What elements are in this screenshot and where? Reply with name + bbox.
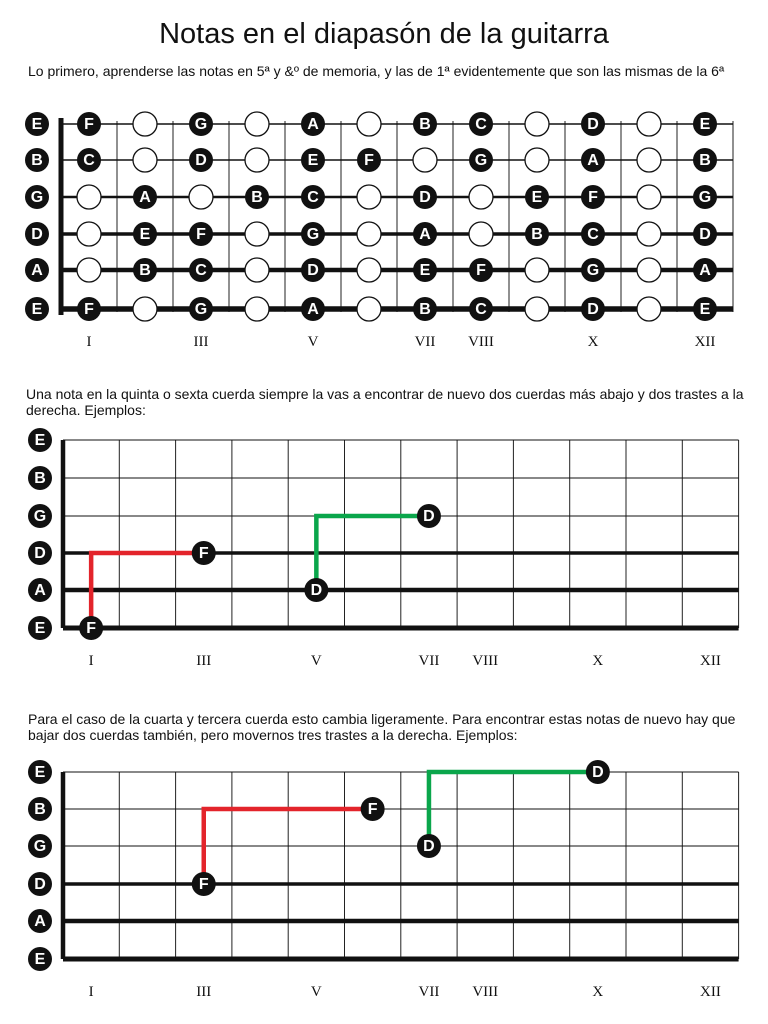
fret-number-label: XII: [700, 984, 721, 1000]
note-label: E: [34, 620, 46, 637]
note-label: F: [367, 801, 378, 818]
note-label: F: [196, 226, 206, 243]
note-label: D: [423, 838, 435, 855]
note-label: A: [34, 913, 46, 930]
fret-note: [301, 185, 325, 209]
example-note: [417, 834, 441, 858]
empty-position: [469, 222, 493, 246]
example-note: [304, 578, 328, 602]
note-label: B: [419, 301, 431, 318]
note-label: E: [531, 189, 543, 206]
note-label: A: [34, 582, 46, 599]
empty-position: [413, 148, 437, 172]
fret-note: [413, 222, 437, 246]
empty-position: [637, 258, 661, 282]
note-label: C: [83, 152, 95, 169]
note-label: A: [307, 116, 319, 133]
fret-note: [301, 222, 325, 246]
note-label: G: [33, 508, 47, 525]
note-label: B: [531, 226, 543, 243]
fret-note: [693, 222, 717, 246]
fret-note: [301, 258, 325, 282]
string-label: [25, 258, 49, 282]
fret-number-label: X: [592, 984, 604, 1000]
note-label: D: [587, 301, 599, 318]
note-label: D: [307, 262, 319, 279]
string-label: [28, 466, 52, 490]
string-label: [25, 112, 49, 136]
note-label: F: [198, 876, 209, 893]
note-label: B: [419, 116, 431, 133]
fret-note: [525, 185, 549, 209]
fret-note: [693, 112, 717, 136]
string-label: [28, 947, 52, 971]
empty-position: [525, 258, 549, 282]
note-label: E: [419, 262, 431, 279]
note-label: E: [34, 432, 46, 449]
fret-note: [525, 222, 549, 246]
fret-note: [469, 297, 493, 321]
empty-position: [469, 185, 493, 209]
empty-position: [245, 148, 269, 172]
empty-position: [357, 297, 381, 321]
fret-note: [77, 297, 101, 321]
string-label: [28, 834, 52, 858]
fret-note: [245, 185, 269, 209]
fret-number-label: III: [193, 334, 209, 350]
empty-position: [245, 112, 269, 136]
empty-position: [77, 185, 101, 209]
fret-number-label: I: [88, 984, 94, 1000]
note-label: B: [699, 152, 711, 169]
note-label: E: [699, 116, 711, 133]
fret-number-label: VII: [418, 653, 440, 669]
fret-note: [693, 297, 717, 321]
empty-position: [357, 222, 381, 246]
string-label: [28, 504, 52, 528]
empty-position: [637, 222, 661, 246]
empty-position: [637, 112, 661, 136]
note-label: F: [86, 620, 97, 637]
string-label: [25, 148, 49, 172]
note-label: A: [419, 226, 431, 243]
fret-note: [189, 148, 213, 172]
empty-position: [637, 297, 661, 321]
fret-number-label: VII: [418, 984, 440, 1000]
note-label: G: [698, 189, 712, 206]
note-label: E: [139, 226, 151, 243]
note-label: B: [31, 152, 43, 169]
note-label: B: [139, 262, 151, 279]
fret-number-label: X: [592, 653, 604, 669]
fret-note: [189, 112, 213, 136]
note-label: D: [699, 226, 711, 243]
note-label: C: [195, 262, 207, 279]
note-label: D: [587, 116, 599, 133]
fret-note: [133, 258, 157, 282]
note-label: F: [84, 301, 94, 318]
section3-text: Para el caso de la cuarta y tercera cuerda esto cambia ligeramente. Para encontrar estas notas de nuevo hay que bajar dos cuerdas también, pero movernos tres trastes a la derecha. Ejemplos:: [28, 711, 736, 743]
note-label: B: [34, 801, 46, 818]
fret-number-label: VIII: [472, 984, 499, 1000]
note-label: F: [364, 152, 374, 169]
note-label: E: [307, 152, 319, 169]
fret-number-label: I: [88, 653, 94, 669]
note-label: G: [33, 838, 47, 855]
fret-note: [469, 112, 493, 136]
note-label: A: [307, 301, 319, 318]
empty-position: [637, 148, 661, 172]
note-label: D: [592, 764, 604, 781]
note-label: G: [306, 226, 320, 243]
note-label: D: [195, 152, 207, 169]
fret-number-label: VIII: [468, 334, 494, 350]
fret-note: [581, 112, 605, 136]
empty-position: [189, 185, 213, 209]
example-note: [361, 797, 385, 821]
fret-note: [189, 297, 213, 321]
empty-position: [133, 112, 157, 136]
section2-text: Una nota en la quinta o sexta cuerda siempre la vas a encontrar de nuevo dos cuerdas más abajo y dos trastes a la derecha. Ejemplos:: [26, 386, 744, 418]
note-label: F: [198, 545, 209, 562]
fret-note: [581, 185, 605, 209]
fret-note: [301, 297, 325, 321]
note-label: E: [699, 301, 711, 318]
fret-number-label: V: [310, 653, 322, 669]
note-label: F: [588, 189, 598, 206]
note-label: G: [474, 152, 488, 169]
fret-note: [413, 297, 437, 321]
fret-note: [301, 148, 325, 172]
fret-note: [693, 148, 717, 172]
fret-note: [581, 297, 605, 321]
fret-note: [189, 222, 213, 246]
page-title: Notas en el diapasón de la guitarra: [159, 18, 609, 50]
example-note: [586, 760, 610, 784]
empty-position: [357, 258, 381, 282]
fret-note: [469, 148, 493, 172]
fret-number-label: XII: [694, 334, 716, 350]
fret-note: [413, 185, 437, 209]
fret-number-label: VII: [414, 334, 436, 350]
example-note: [192, 541, 216, 565]
note-label: E: [34, 764, 46, 781]
note-label: D: [419, 189, 431, 206]
fret-note: [133, 222, 157, 246]
note-label: D: [423, 508, 435, 525]
note-label: D: [34, 876, 46, 893]
string-label: [28, 909, 52, 933]
fret-note: [581, 258, 605, 282]
fret-note: [693, 258, 717, 282]
note-label: E: [31, 301, 43, 318]
note-label: F: [84, 116, 94, 133]
fret-number-label: III: [196, 653, 212, 669]
note-label: A: [699, 262, 711, 279]
note-label: G: [586, 262, 600, 279]
fret-number-label: III: [196, 984, 212, 1000]
empty-position: [525, 148, 549, 172]
fret-note: [189, 258, 213, 282]
fret-note: [581, 222, 605, 246]
note-label: F: [476, 262, 486, 279]
example-note: [79, 616, 103, 640]
fret-note: [413, 258, 437, 282]
fret-note: [77, 148, 101, 172]
note-label: A: [31, 262, 43, 279]
string-label: [28, 872, 52, 896]
fret-number-label: V: [307, 334, 319, 350]
note-label: G: [194, 116, 208, 133]
string-label: [28, 616, 52, 640]
note-label: G: [30, 189, 44, 206]
empty-position: [637, 185, 661, 209]
note-label: D: [31, 226, 43, 243]
fret-note: [469, 258, 493, 282]
empty-position: [245, 297, 269, 321]
empty-position: [525, 112, 549, 136]
empty-position: [133, 148, 157, 172]
note-label: C: [475, 301, 487, 318]
note-label: C: [475, 116, 487, 133]
empty-position: [357, 112, 381, 136]
note-label: A: [139, 189, 151, 206]
string-label: [25, 297, 49, 321]
empty-position: [245, 222, 269, 246]
fret-number-label: XII: [700, 653, 721, 669]
note-label: B: [251, 189, 263, 206]
note-label: E: [31, 116, 43, 133]
note-label: E: [34, 951, 46, 968]
note-label: D: [34, 545, 46, 562]
example-note: [417, 504, 441, 528]
note-label: B: [34, 470, 46, 487]
string-label: [25, 185, 49, 209]
empty-position: [525, 297, 549, 321]
fret-note: [581, 148, 605, 172]
fret-number-label: I: [86, 334, 92, 350]
fret-note: [301, 112, 325, 136]
empty-position: [77, 258, 101, 282]
example-note: [192, 872, 216, 896]
intro-text: Lo primero, aprenderse las notas en 5ª y &º de memoria, y las de 1ª evidentemente que son las mismas de la 6ª: [28, 63, 725, 79]
fret-number-label: X: [587, 334, 599, 350]
fret-number-label: V: [310, 984, 322, 1000]
string-label: [28, 760, 52, 784]
empty-position: [77, 222, 101, 246]
string-label: [28, 428, 52, 452]
string-label: [25, 222, 49, 246]
note-label: A: [587, 152, 599, 169]
note-label: D: [310, 582, 323, 599]
empty-position: [133, 297, 157, 321]
fret-note: [77, 112, 101, 136]
string-label: [28, 541, 52, 565]
note-label: C: [307, 189, 319, 206]
fret-number-label: VIII: [472, 653, 499, 669]
empty-position: [357, 185, 381, 209]
string-label: [28, 578, 52, 602]
fret-note: [133, 185, 157, 209]
fret-note: [413, 112, 437, 136]
fret-note: [357, 148, 381, 172]
note-label: G: [194, 301, 208, 318]
empty-position: [245, 258, 269, 282]
fret-note: [693, 185, 717, 209]
note-label: C: [587, 226, 599, 243]
string-label: [28, 797, 52, 821]
